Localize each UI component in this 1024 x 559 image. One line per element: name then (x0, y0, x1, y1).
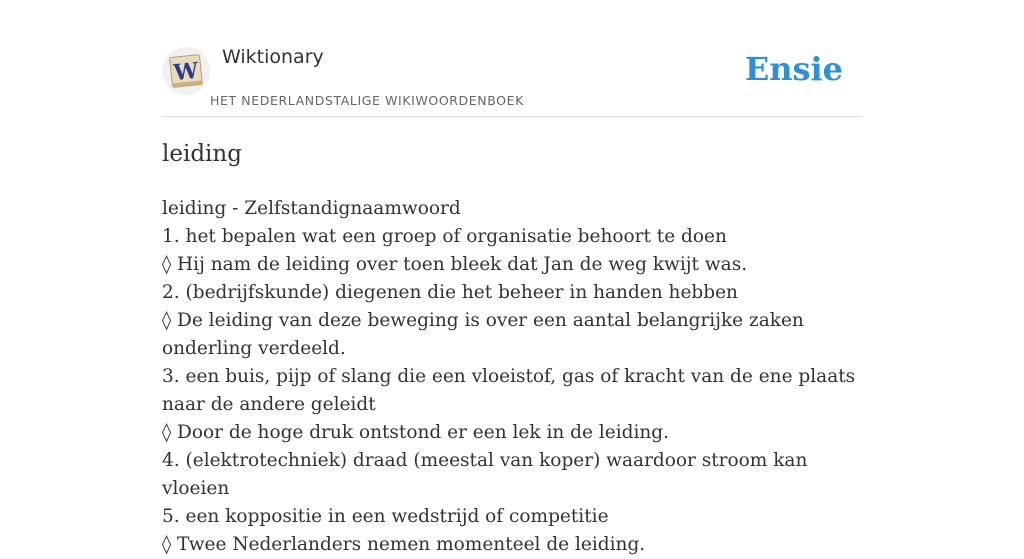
entry-line-definition: 5. een koppositie in een wedstrijd of competitie (162, 506, 609, 527)
entry-title: leiding (162, 141, 242, 167)
entry-line-example: ◊ Twee Nederlanders nemen momenteel de leiding. (162, 534, 646, 555)
site-tagline: HET NEDERLANDSTALIGE WIKIWOORDENBOEK (210, 93, 524, 108)
entry-line-heading: leiding - Zelfstandignaamwoord (162, 198, 461, 219)
entry-line-example: ◊ De leiding van deze beweging is over een aantal belangrijke zaken onderling verdeeld. (162, 310, 804, 359)
entry-line-example: ◊ Hij nam de leiding over toen bleek dat Jan de weg kwijt was. (162, 254, 748, 275)
brand-logo[interactable]: Ensie (744, 50, 843, 88)
entry-line-definition: 1. het bepalen wat een groep of organisatie behoort te doen (162, 226, 727, 247)
svg-text:W: W (172, 57, 200, 87)
entry-lines (162, 195, 872, 559)
site-header (162, 40, 862, 117)
entry-line-example: ◊ Door de hoge druk ontstond er een lek in de leiding. (162, 422, 670, 443)
site-name[interactable]: Wiktionary (222, 46, 324, 68)
entry-content (162, 136, 872, 559)
wiktionary-w-tile-icon[interactable] (162, 47, 210, 95)
entry-line-definition: 4. (elektrotechniek) draad (meestal van koper) waardoor stroom kan vloeien (162, 450, 808, 499)
entry-line-definition: 2. (bedrijfskunde) diegenen die het beheer in handen hebben (162, 282, 738, 303)
entry-line-definition: 3. een buis, pijp of slang die een vloeistof, gas of kracht van de ene plaats naar de andere geleidt (162, 366, 856, 415)
